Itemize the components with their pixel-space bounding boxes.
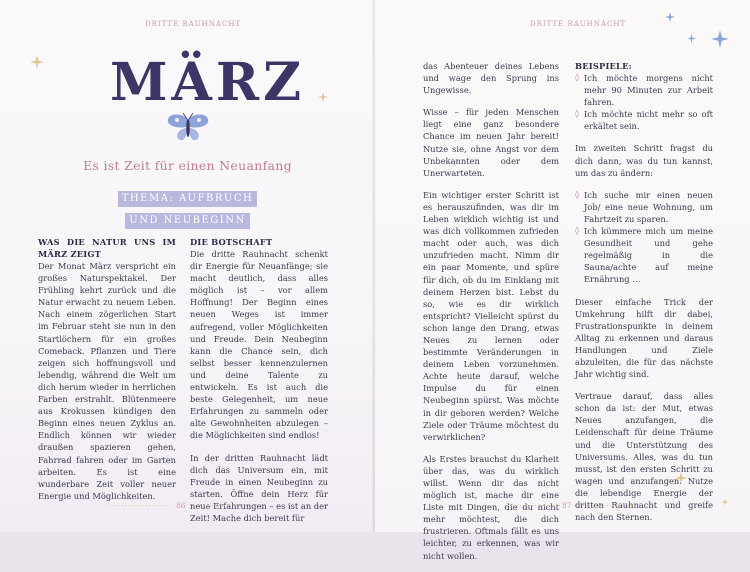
month-title: MÄRZ — [110, 52, 306, 113]
sparkle-star-icon — [318, 92, 328, 102]
left-page — [0, 0, 375, 532]
nature-column — [38, 236, 176, 512]
list-item: ◊ Ich möchte nicht mehr so oft erkältet sein. — [575, 108, 713, 132]
sparkle-star-icon — [721, 498, 729, 506]
ornament-line — [580, 505, 635, 506]
message-column — [190, 236, 328, 534]
body-text: Im zweiten Schritt fragst du dich dann, was du tun kannst, um das zu ändern: — [575, 143, 713, 178]
tagline: Es ist Zeit für einen Neuanfang — [83, 158, 292, 173]
body-text: das Abenteuer deines Lebens und wage den Sprung ins Ungewisse. — [423, 61, 559, 96]
running-head-left: DRITTE RAUHNACHT — [145, 20, 242, 28]
sparkle-star-icon — [687, 34, 696, 43]
ornament-line — [110, 505, 170, 506]
moth-icon — [166, 113, 210, 143]
list-item: ◊ Ich möchte morgens nicht mehr 90 Minuten zur Arbeit fahren. — [575, 72, 713, 108]
body-text: Wisse – für jeden Menschen liegt eine ganz besondere Chance im neuen Jahr bereit! Nutze sie, ohne Angst vor dem Unbekannten oder dem Unerwarteten. — [423, 107, 559, 178]
examples-list — [575, 72, 713, 132]
body-text: Die dritte Rauhnacht schenkt dir Energie für Neuanfänge; sie macht deutlich, dass alles möglich ist – vor allem Hoffnung! Der Beginn eines neuen Weges ist immer aufregend, voller Möglichkeiten und Freude. Dein Neubeginn kann die Chance sein, dich selbst besser kennenzulernen und deine Talente zu entwickeln. Es ist auch die beste Gelegenheit, um neue Erfahrungen zu sammeln oder alte Gewohnheiten abzulegen – die Möglichkeiten sind endlos! — [190, 249, 328, 441]
right-column-2 — [575, 60, 713, 533]
body-text: Dieser einfache Trick der Umkehrung hilft dir dabei, Frustrationspunkte in deinem Alltag zu erkennen und daraus Handlungen und Ziele abzuleiten, die für das nächste Jahr wichtig sind. — [575, 296, 713, 380]
sparkle-star-icon — [30, 55, 44, 69]
body-text: Vertraue darauf, dass alles schon da ist: der Mut, etwas Neues anzufangen, die Leidenschaft für deine Träume und die Unterstützung des Universums. Alles, was du tun musst, ist den ersten Schritt zu wagen und anzufangen. Nutze die lebendige Energie der dritten Rauhnacht und greife nach den Sternen. — [575, 391, 713, 523]
right-column-1 — [423, 60, 559, 572]
right-page — [375, 0, 750, 561]
ornament-line — [194, 505, 254, 506]
body-text: In der dritten Rauhnacht lädt dich das Universum ein, mit Freude in einen Neubeginn zu starten. Öffne dein Herz für neue Erfahrungen – es ist an der Zeit! Mache dich bereit für — [190, 452, 328, 523]
sparkle-star-icon — [665, 12, 675, 22]
list-item: ◊ Ich kümmere mich um meine Gesundheit und gehe regelmäßig in die Sauna/achte auf meine Ernährung … — [575, 225, 713, 285]
body-text: Als Erstes brauchst du Klarheit über das, was du wirklich willst. Wenn dir das nicht möglich ist, mache dir eine Liste mit Dingen, die du nicht mehr möchtest, die dich frustrieren. Oftmals fällt es uns leichter, zu erkennen, was wir nicht wollen. — [423, 453, 559, 561]
body-text: Der Monat März verspricht ein großes Naturspektakel. Der Frühling kehrt zurück und die Natur erwacht zu neuem Leben. Nach einem zögerlichen Start im Februar steht sie nun in den Startlöchern für ein großes Comeback. Pflanzen und Tiere zeigen sich hoffnungsvoll und lebendig, während die Welt um dich herum wieder in herrlichen Farben erstrahlt. Blütenmeere aus Krokussen kündigen den Beginn eines neuen Zyklus an. Endlich können wir wieder draußen spazieren gehen, Fahrrad fahren oder im Garten arbeiten. Es ist eine wunderbare Zeit voller neuer Energie und Möglichkeiten. — [38, 261, 176, 501]
ornament-line — [505, 505, 560, 506]
page-number: 86 — [176, 501, 186, 510]
page-number: 87 — [562, 501, 572, 510]
changes-list — [575, 189, 713, 286]
section-heading: WAS DIE NATUR UNS IM MÄRZ ZEIGT — [38, 237, 176, 259]
running-head-right: DRITTE RAUHNACHT — [530, 20, 627, 28]
section-heading: DIE BOTSCHAFT — [190, 237, 273, 247]
examples-heading: BEISPIELE: — [575, 61, 632, 71]
body-text: Ein wichtiger erster Schritt ist es herauszufinden, was dir im Leben wirklich wichtig ist und was dich vollkommen zufrieden macht oder auch, was dich unzufrieden macht. Nimm dir ein paar Momente, und spüre für dich, ob du im Einklang mit deinem Herzen bist. Lebst du so, wie es dir wirklich entspricht? Vielleicht spürst du schon lange den Drang, etwas Neues zu lernen oder bestimmte Veränderungen in deinem Leben vorzunehmen. Achte heute darauf, welche Impulse du für einen Neubeginn spürst. Was möchte in dir geboren werden? Welche Ziele oder Träume möchtest du verwirklichen? — [423, 189, 559, 442]
theme-band — [0, 186, 375, 230]
theme-line: THEMA: AUFBRUCH — [118, 191, 257, 207]
theme-line: UND NEUBEGINN — [125, 213, 249, 229]
list-item: ◊ Ich suche mir einen neuen Job/ eine neue Wohnung, um Fahrtzeit zu sparen. — [575, 189, 713, 225]
sparkle-star-icon — [711, 30, 729, 48]
